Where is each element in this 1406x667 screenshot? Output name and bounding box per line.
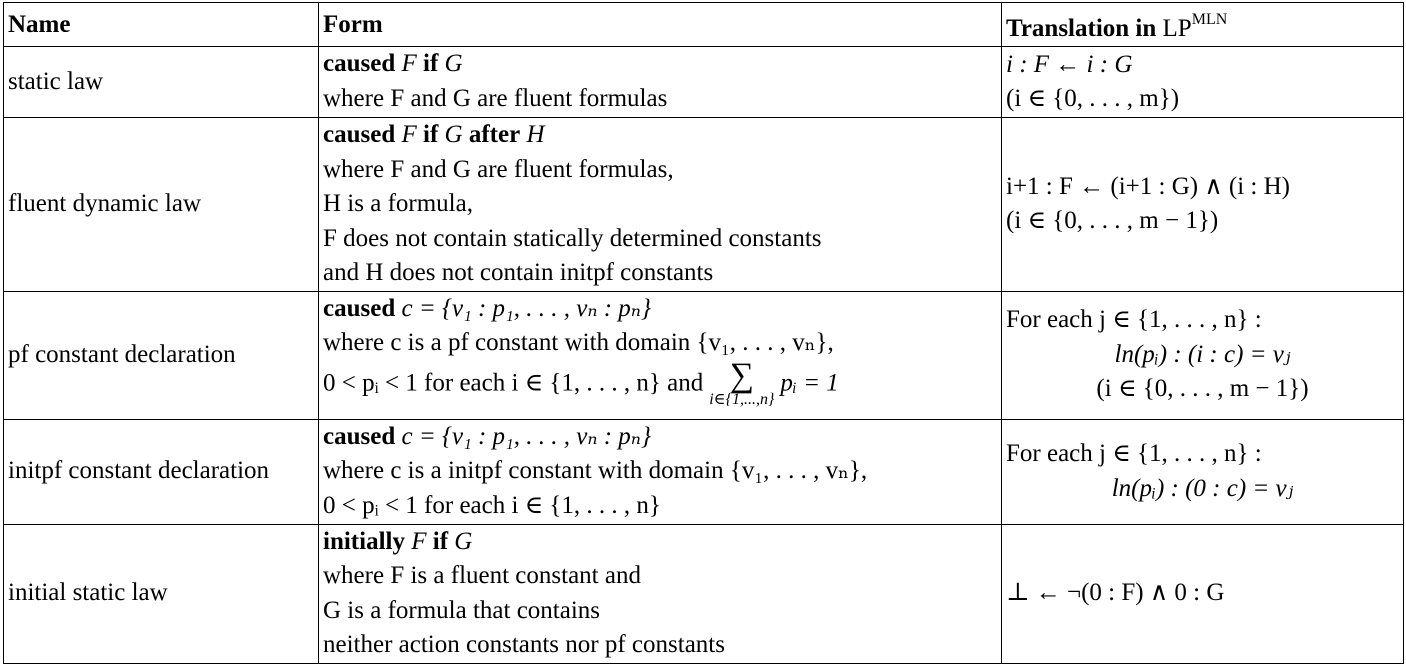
translation-line: For each j ∈ {1, . . . , n} : [1006, 306, 1262, 334]
form-line: where F and G are fluent formulas [323, 84, 668, 112]
form-heading [323, 525, 997, 560]
translation-line: i : F ← i : G [1006, 50, 1133, 78]
row-name: pf constant declaration [4, 291, 319, 419]
form-keyword: caused [323, 294, 396, 322]
header-name: Name [4, 3, 319, 47]
header-row [4, 3, 1404, 47]
form-sum-prefix: 0 < pᵢ < 1 for each i ∈ {1, . . . , n} and [323, 369, 704, 397]
row-translation [1002, 291, 1404, 419]
table-row [4, 47, 1404, 118]
form-keyword: if [423, 50, 439, 77]
translation-line: (i ∈ {0, . . . , m}) [1006, 85, 1180, 112]
row-translation [1002, 118, 1404, 292]
form-keyword: caused [323, 422, 396, 450]
row-form [319, 524, 1002, 663]
form-variable: G [444, 121, 463, 148]
sum-expression [709, 356, 775, 409]
form-keyword: if [423, 121, 439, 148]
row-name: static law [4, 47, 319, 118]
form-sum-suffix: pᵢ = 1 [780, 369, 839, 397]
form-keyword: after [468, 121, 521, 148]
form-variable: G [454, 527, 473, 555]
form-variable: F [411, 527, 427, 555]
translation-line: ⊥ ← ¬(0 : F) ∧ 0 : G [1006, 579, 1225, 607]
form-line: where F is a fluent constant and [323, 562, 641, 589]
row-translation [1002, 419, 1404, 524]
form-line: 0 < pᵢ < 1 for each i ∈ {1, . . . , n} [323, 491, 661, 519]
form-line: where c is a pf constant with domain {v₁, . . . , vₙ}, [323, 329, 834, 356]
header-translation-prefix: Translation in [1006, 15, 1163, 42]
form-expression: c = {v₁ : p₁, . . . , vₙ : pₙ} [401, 294, 651, 322]
sum-symbol: ∑ [729, 356, 754, 394]
translation-line: i+1 : F ← (i+1 : G) ∧ (i : H) [1006, 172, 1290, 200]
table-row [4, 419, 1404, 524]
table-row [4, 118, 1404, 292]
row-translation [1002, 47, 1404, 118]
form-line-sum [323, 356, 997, 409]
form-line: G is a formula that contains [323, 596, 601, 624]
form-variable: H [526, 121, 545, 148]
form-line: and H does not contain initpf constants [323, 259, 714, 286]
form-heading [323, 292, 997, 327]
row-form [319, 291, 1002, 419]
row-name: initial static law [4, 524, 319, 663]
header-form: Form [319, 3, 1002, 47]
form-keyword: caused [323, 121, 396, 148]
translation-line: ln(pᵢ) : (i : c) = vⱼ [1114, 340, 1291, 368]
form-keyword: caused [323, 50, 396, 77]
row-name: initpf constant declaration [4, 419, 319, 524]
form-heading [323, 118, 997, 153]
header-translation-sup: MLN [1191, 11, 1228, 28]
header-translation-lp: LP [1162, 15, 1192, 42]
translation-table [3, 2, 1404, 664]
form-line: H is a formula, [323, 190, 473, 217]
form-line: F does not contain statically determined constants [323, 224, 822, 252]
translation-line: (i ∈ {0, . . . , m − 1}) [1006, 207, 1219, 235]
row-form [319, 419, 1002, 524]
form-variable: F [401, 121, 417, 148]
form-line: where c is a initpf constant with domain {v₁, . . . , vₙ}, [323, 457, 868, 484]
table-row [4, 524, 1404, 663]
form-heading [323, 420, 997, 455]
table-row [4, 291, 1404, 419]
form-variable: G [444, 50, 463, 77]
form-expression: c = {v₁ : p₁, . . . , vₙ : pₙ} [401, 422, 651, 450]
form-heading [323, 47, 997, 82]
form-keyword: initially [323, 527, 405, 555]
row-form [319, 118, 1002, 292]
translation-line: ln(pᵢ) : (0 : c) = vⱼ [1111, 474, 1294, 502]
sum-subscript: i∈{1,...,n} [709, 390, 775, 408]
row-translation [1002, 524, 1404, 663]
translation-line: For each j ∈ {1, . . . , n} : [1006, 440, 1262, 467]
form-line: neither action constants nor pf constants [323, 631, 725, 658]
row-name: fluent dynamic law [4, 118, 319, 292]
form-line: where F and G are fluent formulas, [323, 155, 674, 183]
translation-line: (i ∈ {0, . . . , m − 1}) [1096, 375, 1309, 403]
header-translation [1002, 3, 1404, 47]
form-variable: F [401, 50, 417, 77]
row-form [319, 47, 1002, 118]
form-keyword: if [432, 527, 449, 555]
